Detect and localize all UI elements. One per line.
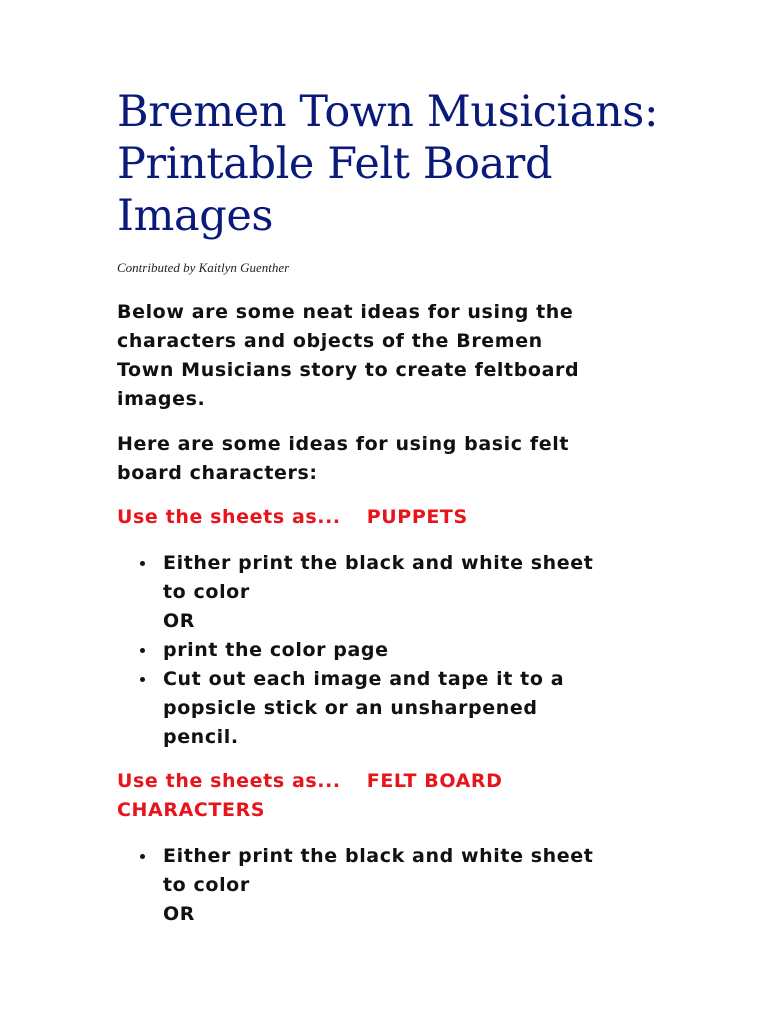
document-title xyxy=(117,86,677,242)
basic-ideas-line: Here are some ideas for using basic felt xyxy=(117,433,570,455)
intro-line: Town Musicians story to create feltboard xyxy=(117,359,580,381)
list-item-line: print the color page xyxy=(163,639,389,661)
list-item-line: popsicle stick or an unsharpened xyxy=(163,697,538,719)
intro-line: images. xyxy=(117,388,206,410)
basic-ideas-line: board characters: xyxy=(117,462,318,484)
list-item xyxy=(117,636,677,665)
felt-heading-label-continued: CHARACTERS xyxy=(117,799,266,821)
or-separator: OR xyxy=(163,610,195,632)
puppets-heading-label: PUPPETS xyxy=(366,506,468,528)
intro-line: characters and objects of the Bremen xyxy=(117,330,543,352)
title-line: Bremen Town Musicians: xyxy=(117,87,659,137)
contributor-byline: Contributed by Kaitlyn Guenther xyxy=(117,260,290,275)
list-item-line: Either print the black and white sheet xyxy=(163,552,594,574)
title-line: Images xyxy=(117,191,274,241)
bullet-icon xyxy=(140,561,145,566)
list-item-line: to color xyxy=(163,874,250,896)
felt-board-list xyxy=(117,842,677,929)
bullet-icon xyxy=(140,854,145,859)
basic-ideas-paragraph xyxy=(117,430,677,488)
document-page xyxy=(117,86,677,929)
list-item xyxy=(117,842,677,900)
list-item-line: Cut out each image and tape it to a xyxy=(163,668,565,690)
puppets-heading-prefix: Use the sheets as... xyxy=(117,506,341,528)
bullet-icon xyxy=(140,677,145,682)
puppets-heading xyxy=(117,503,677,532)
puppets-list xyxy=(117,549,677,752)
or-separator-row xyxy=(117,607,677,636)
title-line: Printable Felt Board xyxy=(117,139,553,189)
intro-line: Below are some neat ideas for using the xyxy=(117,301,574,323)
list-item-line: pencil. xyxy=(163,726,239,748)
intro-paragraph xyxy=(117,298,677,414)
felt-heading-label: FELT BOARD xyxy=(366,770,503,792)
felt-board-heading xyxy=(117,767,677,825)
felt-heading-prefix: Use the sheets as... xyxy=(117,770,341,792)
or-separator: OR xyxy=(163,903,195,925)
or-separator-row xyxy=(117,900,677,929)
list-item xyxy=(117,665,677,752)
bullet-icon xyxy=(140,648,145,653)
list-item-line: Either print the black and white sheet xyxy=(163,845,594,867)
list-item xyxy=(117,549,677,607)
list-item-line: to color xyxy=(163,581,250,603)
